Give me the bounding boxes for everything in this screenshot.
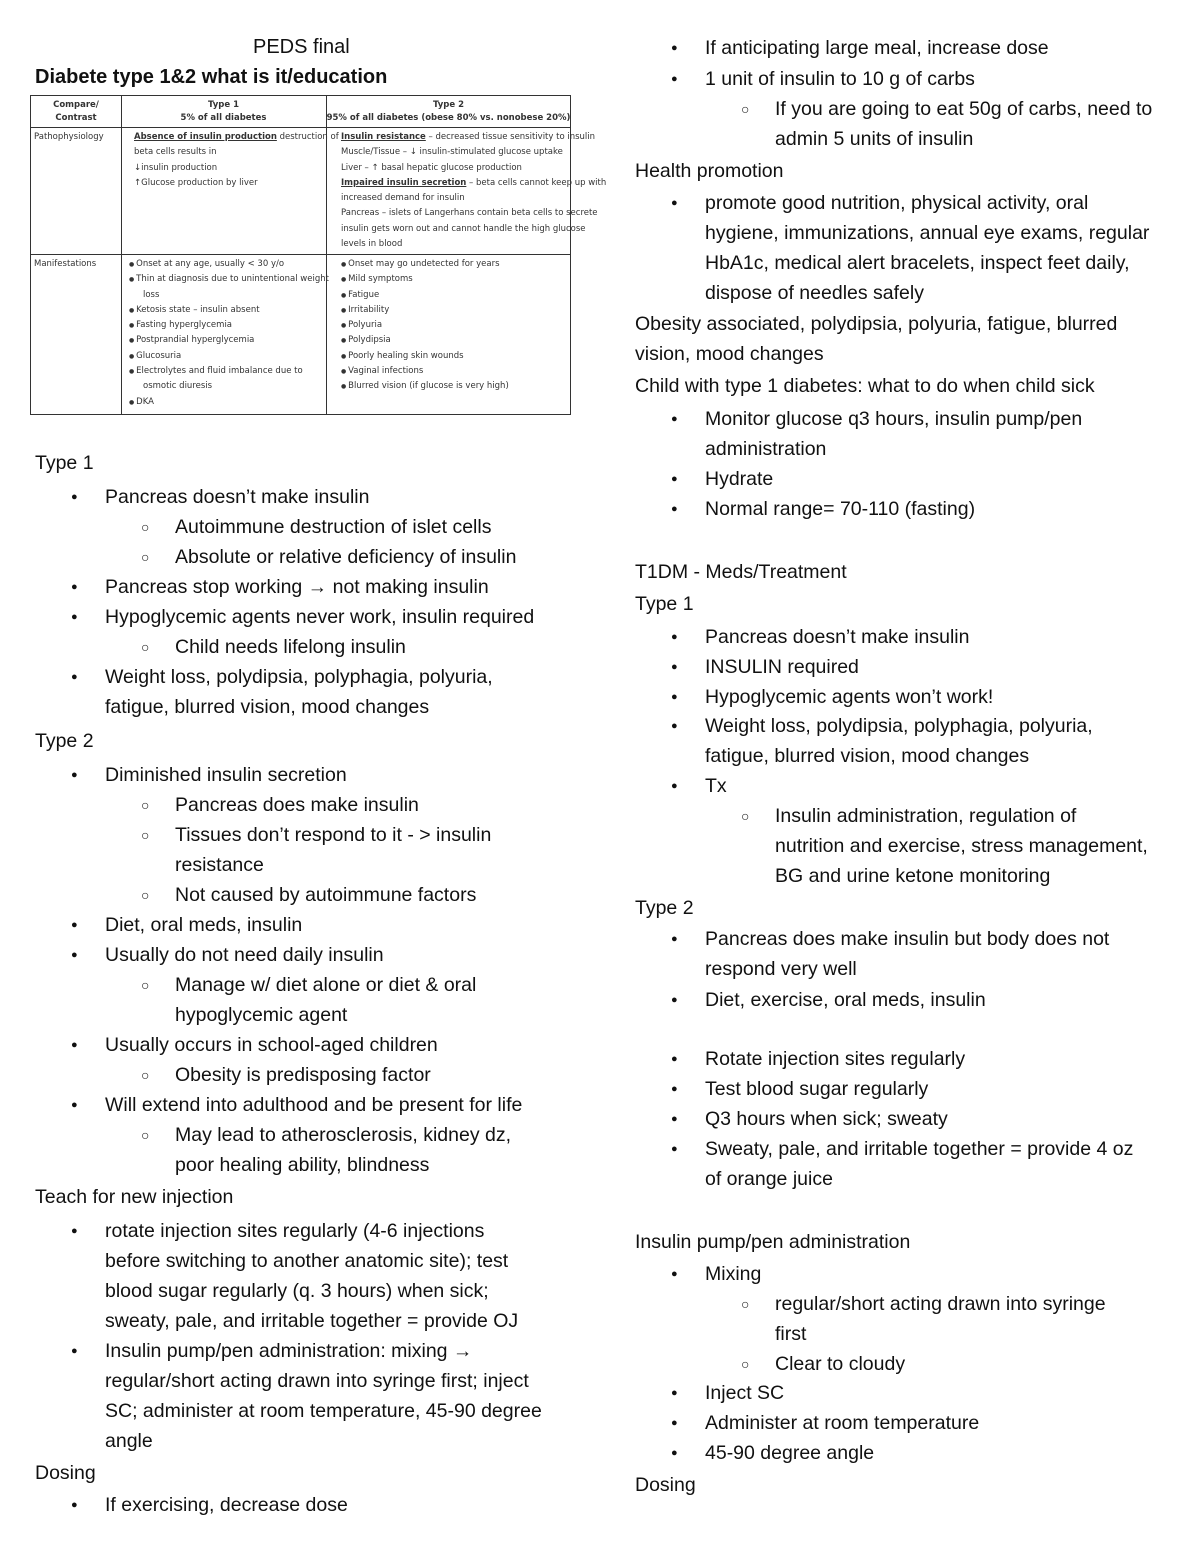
left-line: angle [105, 1430, 153, 1452]
left-line: resistance [175, 854, 264, 876]
left-line: regular/short acting drawn into syringe first; inject [105, 1370, 529, 1392]
left-line: ● Usually occurs in school-aged children [105, 1030, 438, 1060]
right-line: BG and urine ketone monitoring [775, 865, 1051, 887]
table-cell-line: Muscle/Tissue – ↓ insulin-stimulated glucose uptake [341, 147, 563, 158]
left-line: ○ Pancreas does make insulin [175, 790, 419, 820]
left-line: ● Diminished insulin secretion [105, 760, 347, 790]
right-line: ● INSULIN required [705, 652, 859, 682]
table-cell-line: ● Blurred vision (if glucose is very high) [341, 379, 509, 394]
right-line: ● Diet, exercise, oral meds, insulin [705, 985, 986, 1015]
type2-manifestations [341, 257, 509, 395]
type1-manifestations [129, 257, 329, 410]
left-line: ● rotate injection sites regularly (4-6 injections [105, 1216, 484, 1246]
right-line: Type 1 [635, 593, 694, 615]
right-line: ● Administer at room temperature [705, 1408, 979, 1438]
left-line: fatigue, blurred vision, mood changes [105, 696, 430, 718]
table-cell-line: ● Postprandial hyperglycemia [129, 333, 329, 348]
right-line: dispose of needles safely [705, 282, 924, 304]
table-cell-line: ● Glucosuria [129, 349, 329, 364]
right-line: ● Inject SC [705, 1378, 784, 1408]
left-line: ○ Not caused by autoimmune factors [175, 880, 476, 910]
table-cell-line: ● Onset at any age, usually < 30 y/o [129, 257, 329, 272]
section-title: Diabete type 1&2 what is it/education [35, 66, 388, 88]
table-header-compare: Compare/ Contrast [53, 100, 99, 123]
left-line: ● Hypoglycemic agents never work, insulin required [105, 602, 534, 632]
right-line: ○ Insulin administration, regulation of [775, 801, 1076, 831]
left-line: Dosing [35, 1462, 96, 1484]
right-line: ● Hypoglycemic agents won’t work! [705, 682, 993, 712]
table-cell-line: beta cells results in [134, 147, 217, 158]
right-line: Dosing [635, 1474, 696, 1496]
right-line: ● Sweaty, pale, and irritable together = provide 4 oz [705, 1134, 1133, 1164]
table-cell-line: ↑Glucose production by liver [134, 177, 258, 188]
right-line: vision, mood changes [635, 343, 824, 365]
right-line: administration [705, 438, 827, 460]
left-line: ○ Child needs lifelong insulin [175, 632, 406, 662]
left-line: ● If exercising, decrease dose [105, 1490, 348, 1520]
right-line: ● Pancreas does make insulin but body does not [705, 924, 1109, 954]
right-line: ● Normal range= 70-110 (fasting) [705, 494, 975, 524]
left-line: hypoglycemic agent [175, 1004, 348, 1026]
type1-pathophysiology: Absence of insulin production destruction of beta cells results in ↓insulin production ↑Glucose production by liver [134, 130, 339, 191]
right-line: admin 5 units of insulin [775, 128, 974, 150]
table-cell-line: ● DKA [129, 395, 329, 410]
table-cell-line: ↓insulin production [134, 162, 218, 173]
right-line: Type 2 [635, 897, 694, 919]
table-cell-line: ● Irritability [341, 303, 509, 318]
right-line: ● Hydrate [705, 464, 773, 494]
right-line: ○ If you are going to eat 50g of carbs, need to [775, 94, 1152, 124]
left-line: Type 1 [35, 452, 94, 474]
right-line: ● 45-90 degree angle [705, 1438, 874, 1468]
table-cell-line: ● Mild symptoms [341, 272, 509, 287]
left-line: ○ Tissues don’t respond to it - > insulin [175, 820, 491, 850]
right-line: first [775, 1323, 807, 1345]
type2-pathophysiology: Insulin resistance – decreased tissue sensitivity to insulin Muscle/Tissue – ↓ insulin-stimulated glucose uptake Liver – ↑ basal hepatic glucose production Impaired insulin secretion – beta cells cannot keep up with increased demand for insulin Pancreas – islets of Langerhans contain beta cells to secrete insulin gets worn out and cannot handle the high glucose levels in blood [341, 130, 606, 252]
left-line: sweaty, pale, and irritable together = provide OJ [105, 1310, 519, 1332]
table-cell-line: ● Electrolytes and fluid imbalance due to [129, 364, 329, 379]
right-line: fatigue, blurred vision, mood changes [705, 745, 1030, 767]
table-cell-line: ● Polyuria [341, 318, 509, 333]
left-line: ○ May lead to atherosclerosis, kidney dz, [175, 1120, 511, 1150]
left-line: ● Weight loss, polydipsia, polyphagia, polyuria, [105, 662, 493, 692]
left-line: ● Usually do not need daily insulin [105, 940, 384, 970]
left-line: ○ Obesity is predisposing factor [175, 1060, 431, 1090]
table-cell-line: ● Fatigue [341, 288, 509, 303]
left-line: before switching to another anatomic site); test [105, 1250, 509, 1272]
right-line: ○ Clear to cloudy [775, 1349, 905, 1379]
right-line: T1DM - Meds/Treatment [635, 561, 847, 583]
comparison-table [30, 95, 607, 415]
right-line: ● Rotate injection sites regularly [705, 1044, 965, 1074]
right-line: ○ regular/short acting drawn into syringe [775, 1289, 1106, 1319]
right-line: ● Q3 hours when sick; sweaty [705, 1104, 948, 1134]
left-line: poor healing ability, blindness [175, 1154, 430, 1176]
right-line: ● 1 unit of insulin to 10 g of carbs [705, 64, 975, 94]
right-line: ● Tx [705, 771, 727, 801]
right-line: HbA1c, medical alert bracelets, inspect feet daily, [705, 252, 1130, 274]
table-cell-line: ● Fasting hyperglycemia [129, 318, 329, 333]
right-line: Health promotion [635, 160, 784, 182]
table-cell-line: increased demand for insulin [341, 193, 465, 204]
right-line: ● Test blood sugar regularly [705, 1074, 928, 1104]
table-cell-line: ● Onset may go undetected for years [341, 257, 509, 272]
left-line: Type 2 [35, 730, 94, 752]
table-header-type1: Type 1 5% of all diabetes [180, 100, 267, 123]
right-line: ● Mixing [705, 1259, 761, 1289]
table-cell-line: ● Ketosis state – insulin absent [129, 303, 329, 318]
table-cell-line: Pancreas – islets of Langerhans contain beta cells to secrete [341, 208, 598, 219]
left-line: ○ Manage w/ diet alone or diet & oral [175, 970, 476, 1000]
row-label-manifestations: Manifestations [34, 259, 97, 269]
right-line: ● Monitor glucose q3 hours, insulin pump/pen [705, 404, 1082, 434]
left-line: ● Pancreas stop working → not making insulin [105, 572, 489, 602]
right-line: hygiene, immunizations, annual eye exams, regular [705, 222, 1150, 244]
left-line: Teach for new injection [35, 1186, 234, 1208]
left-line: ○ Absolute or relative deficiency of insulin [175, 542, 516, 572]
left-line: ● Pancreas doesn’t make insulin [105, 482, 369, 512]
left-line: blood sugar regularly (q. 3 hours) when sick; [105, 1280, 489, 1302]
table-cell-line: insulin gets worn out and cannot handle the high glucose [341, 223, 586, 234]
table-cell-line: osmotic diuresis [143, 381, 213, 392]
table-cell-line: Impaired insulin secretion – beta cells cannot keep up with [341, 177, 607, 188]
right-line: ● If anticipating large meal, increase dose [705, 33, 1049, 63]
left-line: ● Will extend into adulthood and be present for life [105, 1090, 522, 1120]
left-line: ● Diet, oral meds, insulin [105, 910, 302, 940]
table-cell-line: ● Vaginal infections [341, 364, 509, 379]
right-line: Obesity associated, polydipsia, polyuria, fatigue, blurred [635, 313, 1118, 335]
left-line: SC; administer at room temperature, 45-90 degree [105, 1400, 542, 1422]
right-line: Child with type 1 diabetes: what to do when child sick [635, 375, 1095, 397]
row-label-pathophysiology: Pathophysiology [34, 132, 104, 142]
table-cell-line: loss [143, 289, 160, 300]
table-cell-line: Liver – ↑ basal hepatic glucose production [341, 162, 522, 173]
right-line: Insulin pump/pen administration [635, 1231, 911, 1253]
table-cell-line: ● Thin at diagnosis due to unintentional weight [129, 272, 329, 287]
right-line: nutrition and exercise, stress management, [775, 835, 1148, 857]
table-header-type2: Type 2 95% of all diabetes (obese 80% vs. nonobese 20%) [326, 100, 571, 123]
page-title: PEDS final [253, 36, 350, 58]
table-cell-line: levels in blood [341, 239, 403, 250]
right-line: ● promote good nutrition, physical activity, oral [705, 188, 1088, 218]
right-line: ● Pancreas doesn’t make insulin [705, 622, 969, 652]
table-cell-line: ● Poorly healing skin wounds [341, 349, 509, 364]
table-cell-line: ● Polydipsia [341, 333, 509, 348]
right-line: of orange juice [705, 1168, 833, 1190]
left-line: ● Insulin pump/pen administration: mixing → [105, 1336, 472, 1366]
left-line: ○ Autoimmune destruction of islet cells [175, 512, 491, 542]
right-line: respond very well [705, 958, 857, 980]
right-line: ● Weight loss, polydipsia, polyphagia, polyuria, [705, 711, 1093, 741]
